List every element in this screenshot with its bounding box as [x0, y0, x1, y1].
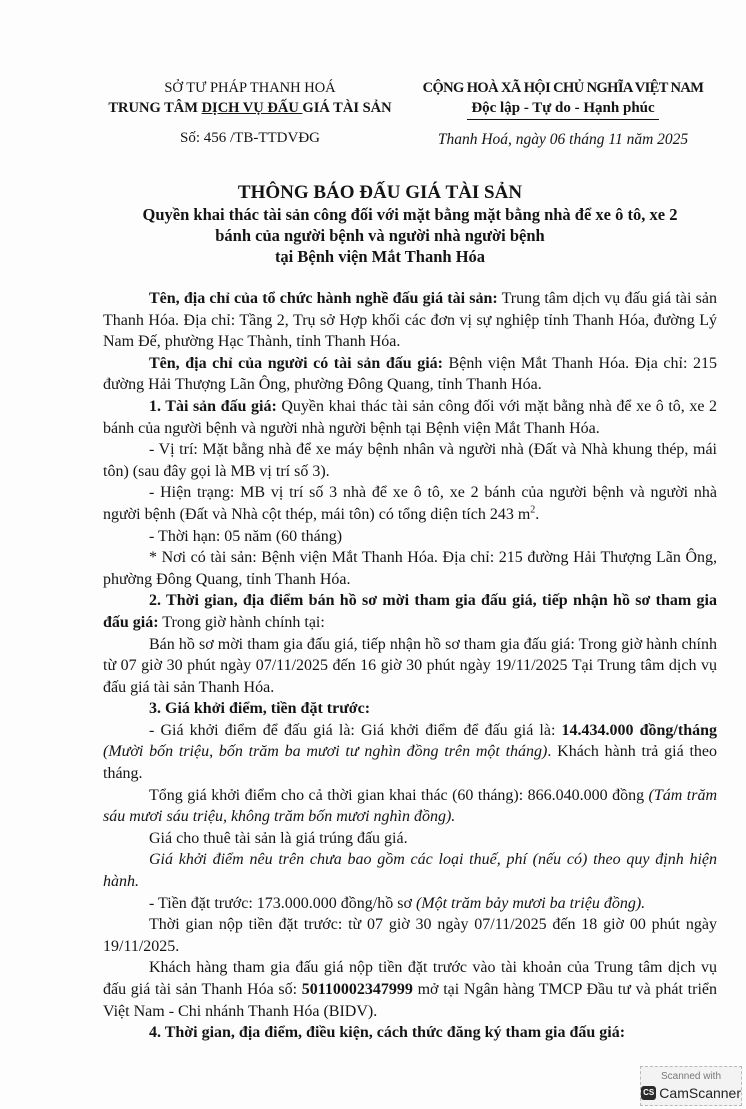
notice-title: THÔNG BÁO ĐẤU GIÁ TÀI SẢN — [237, 182, 523, 203]
account-number: 50110002347999 — [301, 981, 413, 998]
text: . Khách hành trả giá theo tháng. — [103, 743, 718, 783]
section-heading: 4. Thời gian, địa điểm, điều kiện, cách thức đăng ký tham gia đấu giá: — [149, 1024, 626, 1042]
text: Trong giờ hành chính tại: — [158, 613, 325, 631]
starting-price: 14.434.000 đồng/tháng — [561, 721, 717, 739]
text: Tổng giá khởi điểm cho cả thời gian khai thác (60 tháng): 866.040.000 đồng — [149, 786, 649, 804]
section-2 — [103, 590, 717, 633]
watermark-caption: Scanned with — [660, 1071, 722, 1082]
camscanner-watermark — [640, 1066, 742, 1106]
section-4 — [103, 1022, 717, 1044]
text: Bệnh viện Mắt Thanh Hóa. Địa chỉ: 215 đường Hải Thượng Lãn Ông, phường Đông Quang, tỉnh Thanh Hóa. — [103, 354, 717, 394]
section-1 — [103, 396, 717, 439]
text: mở tại Ngân hàng TMCP Đầu tư và phát triển Việt Nam - Chi nhánh Thanh Hóa (BIDV). — [103, 981, 717, 1020]
paragraph-rent: Giá cho thuê tài sản là giá trúng đấu giá. — [149, 829, 408, 847]
label: Tên, địa chỉ của tổ chức hành nghề đấu giá tài sản: — [149, 290, 498, 307]
center-name-part: TRUNG TÂM — [108, 100, 202, 116]
country-name: CỘNG HOÀ XÃ HỘI CHỦ NGHĨA VIỆT NAM — [422, 80, 704, 96]
paragraph-starting-price — [103, 720, 717, 785]
notice-subtitle: tại Bệnh viện Mắt Thanh Hóa — [274, 247, 486, 266]
text: Quyền khai thác tài sản công đối với mặt bằng nhà để xe ô tô, xe 2 bánh của người bệnh và người nhà người bệnh tại Bệnh viện Mắt Thanh Hóa. — [103, 397, 717, 437]
notice-subtitle: bánh của người bệnh và người nhà người bệnh — [215, 226, 545, 245]
deposit-in-words: (Một trăm bảy mươi ba triệu đồng). — [415, 894, 646, 912]
text: - Giá khởi điểm để đấu giá là: Giá khởi điểm để đấu giá là: — [149, 721, 562, 739]
center-name-underlined: DỊCH VỤ ĐẤU — [201, 100, 303, 116]
watermark-brand: CamScanner — [659, 1085, 741, 1101]
document-date: Thanh Hoá, ngày 06 tháng 11 năm 2025 — [437, 131, 689, 148]
text: - Tiền đặt trước: 173.000.000 đồng/hồ sơ — [149, 894, 416, 912]
notice-body — [103, 288, 717, 1044]
center-name — [100, 98, 400, 118]
text: Khách hàng tham gia đấu giá nộp tiền đặt trước vào tài khoản của Trung tâm dịch vụ đấu giá tài sản Thanh Hóa số: — [103, 959, 717, 998]
paragraph-account — [103, 957, 717, 1022]
paragraph-total-price — [103, 785, 717, 828]
text: . — [535, 505, 540, 523]
paragraph-owner — [103, 353, 717, 396]
issuer-header — [100, 78, 400, 148]
national-header — [402, 78, 724, 150]
section-heading: 2. Thời gian, địa điểm bán hồ sơ mời tham gia đấu giá, tiếp nhận hồ sơ tham gia đấu giá: — [103, 592, 717, 631]
section-heading: 1. Tài sản đấu giá: — [149, 397, 277, 415]
text: - Hiện trạng: MB vị trí số 3 nhà để xe ô tô, xe 2 bánh của người bệnh và người nhà người bệnh (Đất và Nhà cột thép, mái tôn) có tổng diện tích 243 m — [103, 484, 717, 523]
document-number: Số: 456 /TB-TTDVĐG — [180, 130, 320, 146]
watermark-brand-row — [641, 1084, 741, 1102]
notice-title-block — [100, 182, 678, 267]
paragraph-tax-note — [103, 849, 717, 892]
section-3 — [103, 698, 717, 720]
motto: Độc lập - Tự do - Hạnh phúc — [467, 98, 658, 120]
paragraph-status — [103, 482, 717, 525]
paragraph-deposit — [103, 893, 717, 915]
paragraph-term: - Thời hạn: 05 năm (60 tháng) — [149, 527, 343, 545]
paragraph-place: * Nơi có tài sản: Bệnh viện Mắt Thanh Hóa. Địa chỉ: 215 đường Hải Thượng Lãn Ông, phường Đông Quang, tỉnh Thanh Hóa. — [103, 549, 717, 588]
camscanner-logo-icon: CS — [641, 1086, 656, 1100]
label: Tên, địa chỉ của người có tài sản đấu giá: — [149, 354, 443, 372]
paragraph-location: - Vị trí: Mặt bằng nhà để xe máy bệnh nhân và người nhà (Đất và Nhà khung thép, mái tôn) (sau đây gọi là MB vị trí số 3). — [103, 441, 717, 480]
tax-note: Giá khởi điểm nêu trên chưa bao gồm các loại thuế, phí (nếu có) theo quy định hiện hành. — [103, 851, 717, 891]
price-in-words: (Mười bốn triệu, bốn trăm ba mươi tư nghìn đồng trên một tháng) — [103, 743, 548, 761]
text: Trung tâm dịch vụ đấu giá tài sản Thanh Hóa. Địa chỉ: Tầng 2, Trụ sở Hợp khối các đơn vị sự nghiệp tỉnh Thanh Hóa, đường Lý Nam Đế, phường Hạc Thành, tỉnh Thanh Hóa. — [103, 290, 717, 351]
superscript: 2 — [530, 504, 536, 516]
department-name: SỞ TƯ PHÁP THANH HOÁ — [164, 80, 336, 96]
notice-subtitle: Quyền khai thác tài sản công đối với mặt bằng mặt bằng nhà để xe ô tô, xe 2 — [142, 205, 678, 224]
paragraph-deposit-time: Thời gian nộp tiền đặt trước: từ 07 giờ 30 ngày 07/11/2025 đến 18 giờ 00 phút ngày 19/11/2025. — [103, 916, 717, 955]
total-in-words: (Tám trăm sáu mươi sáu triệu, không trăm bốn mươi nghìn đồng). — [103, 786, 718, 826]
section-heading: 3. Giá khởi điểm, tiền đặt trước: — [149, 700, 371, 718]
paragraph-organization — [103, 288, 717, 353]
center-name-part: GIÁ TÀI SẢN — [302, 100, 392, 116]
paragraph-sale-time: Bán hồ sơ mời tham gia đấu giá, tiếp nhận hồ sơ tham gia đấu giá: Trong giờ hành chính từ 07 giờ 30 phút ngày 07/11/2025 đến 16 giờ 30 phút ngày 19/11/2025 Tại Trung tâm dịch vụ đấu giá tài sản Thanh Hóa. — [103, 635, 717, 696]
